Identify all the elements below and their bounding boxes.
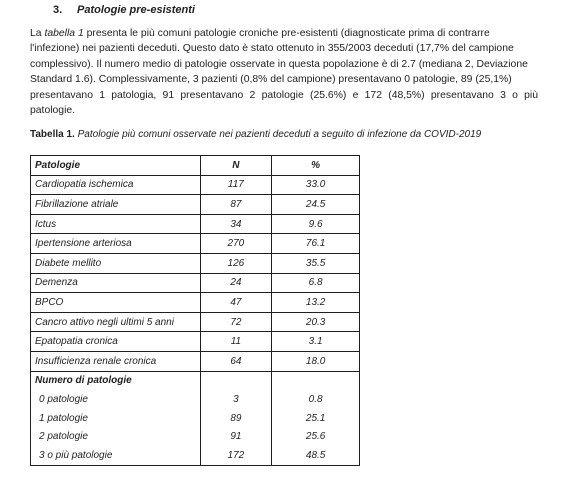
cell-n: 64 [200, 351, 272, 371]
cell-name: BPCO [31, 293, 201, 313]
cell-name: Fibrillazione atriale [31, 195, 201, 215]
table-caption [30, 129, 550, 140]
cell-name: 2 patologie [31, 427, 201, 446]
cell-name: Diabete mellito [31, 253, 201, 273]
cell-name: Ipertensione arteriosa [31, 234, 201, 254]
cell-n: 11 [200, 332, 272, 352]
paragraph-line: Standard 1.6). Complessivamente, 3 pazienti (0,8% del campione) presentavano 0 patologie, 89 (25,1%) [30, 74, 512, 86]
table-row [31, 351, 360, 371]
paragraph-line: complessivo). Il numero medio di patologie osservate in questa popolazione è di 2.7 (mediana 2, Deviazione [30, 58, 528, 70]
cell-n: 72 [200, 312, 272, 332]
cell-name: 0 patologie [31, 390, 201, 409]
group-header-empty-percent [272, 371, 360, 390]
cell-n: 117 [200, 175, 272, 195]
paragraph-line-1b: presenta le più comuni patologie croniche pre-esistenti (diagnosticate prima di contrarre [83, 28, 490, 39]
cell-name: 1 patologie [31, 409, 201, 428]
section-heading [53, 4, 195, 16]
cell-percent: 18.0 [272, 351, 360, 371]
cell-n: 24 [200, 273, 272, 293]
pathology-table [30, 155, 360, 466]
cell-name: Cardiopatia ischemica [31, 175, 201, 195]
group-row [31, 446, 360, 465]
table-row [31, 195, 360, 215]
table-row [31, 234, 360, 254]
header-percent: % [272, 156, 360, 176]
cell-percent: 9.6 [272, 214, 360, 234]
table-row [31, 293, 360, 313]
cell-percent: 35.5 [272, 253, 360, 273]
cell-percent: 6.8 [272, 273, 360, 293]
cell-name: 3 o più patologie [31, 446, 201, 465]
cell-n: 126 [200, 253, 272, 273]
group-row [31, 390, 360, 409]
section-number: 3. [53, 4, 63, 16]
group-title: Numero di patologie [31, 371, 201, 390]
table-reference: tabella 1 [44, 28, 84, 39]
paragraph-line: presentavano 1 patologia, 91 presentavano 2 patologie (25.6%) e 172 (48,5%) presentavano 3 o più patologie. [30, 89, 538, 117]
header-n: N [200, 156, 272, 176]
group-header-empty-n [200, 371, 272, 390]
table-row [31, 175, 360, 195]
cell-n: 172 [200, 446, 272, 465]
group-row [31, 409, 360, 428]
paragraph-line-1a: La [30, 28, 45, 39]
cell-percent: 33.0 [272, 175, 360, 195]
cell-n: 3 [200, 390, 272, 409]
cell-name: Cancro attivo negli ultimi 5 anni [31, 312, 201, 332]
group-row [31, 427, 360, 446]
cell-percent: 25.1 [272, 409, 360, 428]
cell-n: 89 [200, 409, 272, 428]
caption-label: Tabella 1. [30, 129, 75, 140]
cell-percent: 48.5 [272, 446, 360, 465]
cell-percent: 24.5 [272, 195, 360, 215]
header-patologie: Patologie [31, 156, 201, 176]
cell-name: Epatopatia cronica [31, 332, 201, 352]
table-row [31, 332, 360, 352]
table-header-row [31, 156, 360, 176]
body-paragraph [30, 26, 538, 118]
cell-name: Demenza [31, 273, 201, 293]
table-row [31, 214, 360, 234]
cell-n: 91 [200, 427, 272, 446]
group-header-row [31, 371, 360, 390]
table-row [31, 273, 360, 293]
cell-percent: 13.2 [272, 293, 360, 313]
cell-n: 47 [200, 293, 272, 313]
cell-name: Insufficienza renale cronica [31, 351, 201, 371]
paragraph-line [30, 26, 538, 41]
cell-percent: 20.3 [272, 312, 360, 332]
paragraph-line: l'infezione) nei pazienti deceduti. Questo dato è stato ottenuto in 355/2003 deceduti (17,7% del campione [30, 43, 514, 55]
cell-percent: 0.8 [272, 390, 360, 409]
table-row [31, 253, 360, 273]
cell-n: 34 [200, 214, 272, 234]
cell-percent: 25.6 [272, 427, 360, 446]
cell-name: Ictus [31, 214, 201, 234]
cell-n: 87 [200, 195, 272, 215]
cell-n: 270 [200, 234, 272, 254]
section-title: Patologie pre-esistenti [77, 4, 195, 16]
table-row [31, 312, 360, 332]
cell-percent: 76.1 [272, 234, 360, 254]
caption-text: Patologie più comuni osservate nei pazienti deceduti a seguito di infezione da COVID-2019 [74, 129, 482, 140]
cell-percent: 3.1 [272, 332, 360, 352]
